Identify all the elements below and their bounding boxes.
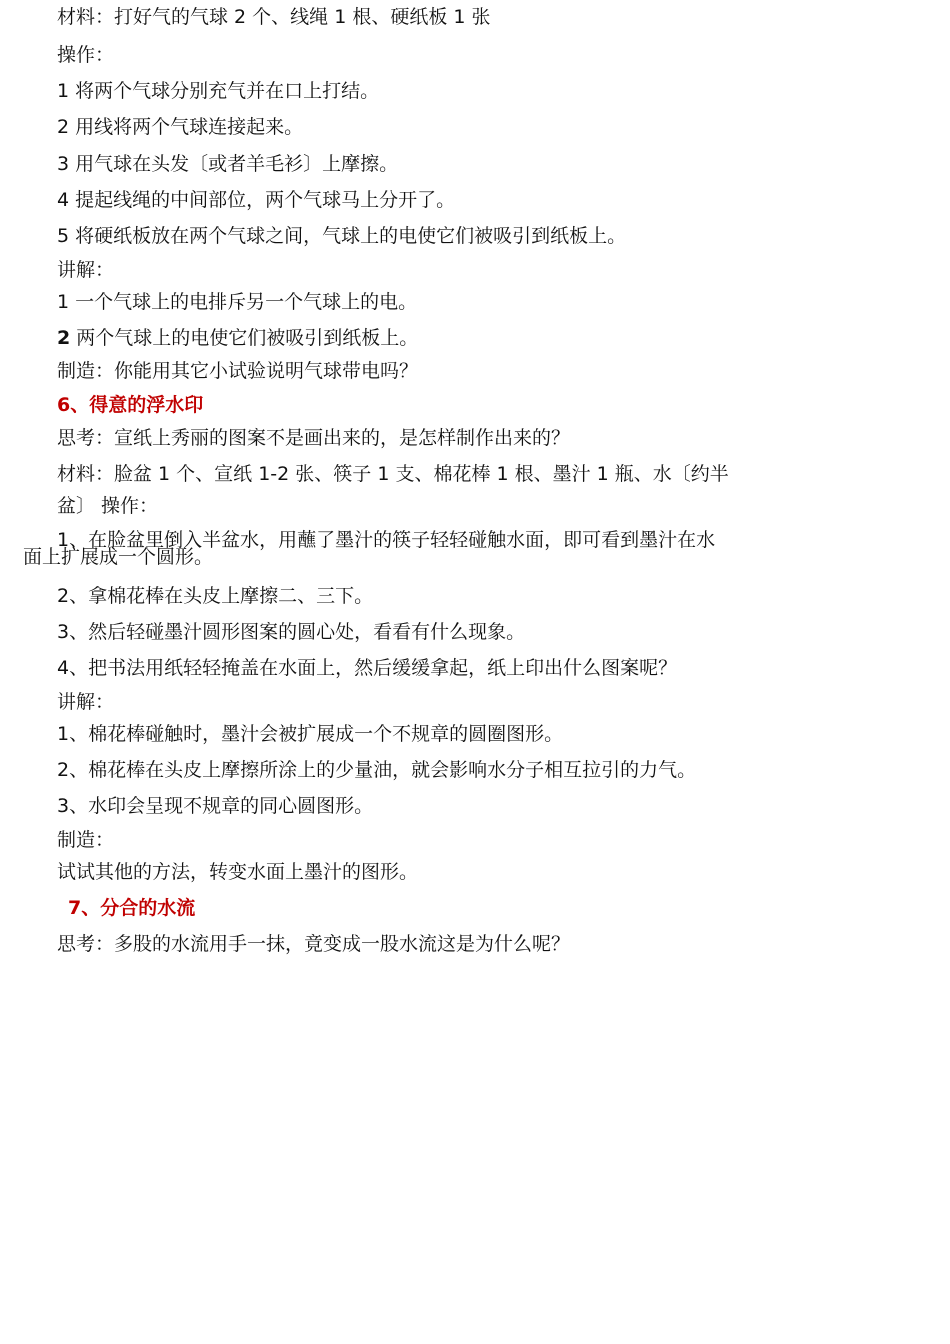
operations-label: 操作： <box>57 44 115 66</box>
step-line: 5 将硬纸板放在两个气球之间，气球上的电使它们被吸引到纸板上。 <box>57 225 627 247</box>
create-text: 试试其他的方法，转变水面上墨汁的图形。 <box>57 861 419 883</box>
explain-label: 讲解： <box>57 259 115 281</box>
explanation-line: 2、棉花棒在头皮上摩擦所涂上的少量油，就会影响水分子相互拉引的力气。 <box>57 759 697 781</box>
step-line: 3 用气球在头发〔或者羊毛衫〕上摩擦。 <box>57 153 399 175</box>
explanation-line: 1、棉花棒碰触时，墨汁会被扩展成一个不规章的圆圈图形。 <box>57 723 564 745</box>
step-line: 4、把书法用纸轻轻掩盖在水面上，然后缓缓拿起，纸上印出什么图案呢？ <box>57 657 678 679</box>
section-heading: 7、分合的水流 <box>68 897 196 919</box>
create-line: 制造：你能用其它小试验说明气球带电吗？ <box>57 360 419 382</box>
materials-line: 材料：脸盆 1 个、宣纸 1-2 张、筷子 1 支、棉花棒 1 根、墨汁 1 瓶、水〔约半 <box>57 463 729 485</box>
explanation-number: 2 <box>57 327 71 349</box>
step-line: 2 用线将两个气球连接起来。 <box>57 116 304 138</box>
step-line: 3、然后轻碰墨汁圆形图案的圆心处，看看有什么现象。 <box>57 621 526 643</box>
think-line: 思考：宣纸上秀丽的图案不是画出来的，是怎样制作出来的？ <box>57 427 571 449</box>
materials-line: 材料：打好气的气球 2 个、线绳 1 根、硬纸板 1 张 <box>57 6 491 28</box>
materials-line-continued: 盆〕 操作： <box>57 495 159 517</box>
create-label: 制造： <box>57 829 115 851</box>
think-line: 思考：多股的水流用手一抹，竟变成一股水流这是为什么呢？ <box>57 933 571 955</box>
step-line: 4 提起线绳的中间部位，两个气球马上分开了。 <box>57 189 456 211</box>
explanation-line <box>57 326 418 350</box>
section-heading: 6、得意的浮水印 <box>57 394 204 416</box>
step-line: 2、拿棉花棒在头皮上摩擦二、三下。 <box>57 585 374 607</box>
step-line: 1、在脸盆里倒入半盆水，用蘸了墨汁的筷子轻轻碰触水面，即可看到墨汁在水 <box>57 529 716 551</box>
explain-label: 讲解： <box>57 691 115 713</box>
step-line: 1 将两个气球分别充气并在口上打结。 <box>57 80 380 102</box>
explanation-text: 两个气球上的电使它们被吸引到纸板上。 <box>76 327 419 349</box>
step-line-continued: 面上扩展成一个圆形。 <box>23 546 214 568</box>
explanation-line: 1 一个气球上的电排斥另一个气球上的电。 <box>57 291 418 313</box>
explanation-line: 3、水印会呈现不规章的同心圆图形。 <box>57 795 374 817</box>
